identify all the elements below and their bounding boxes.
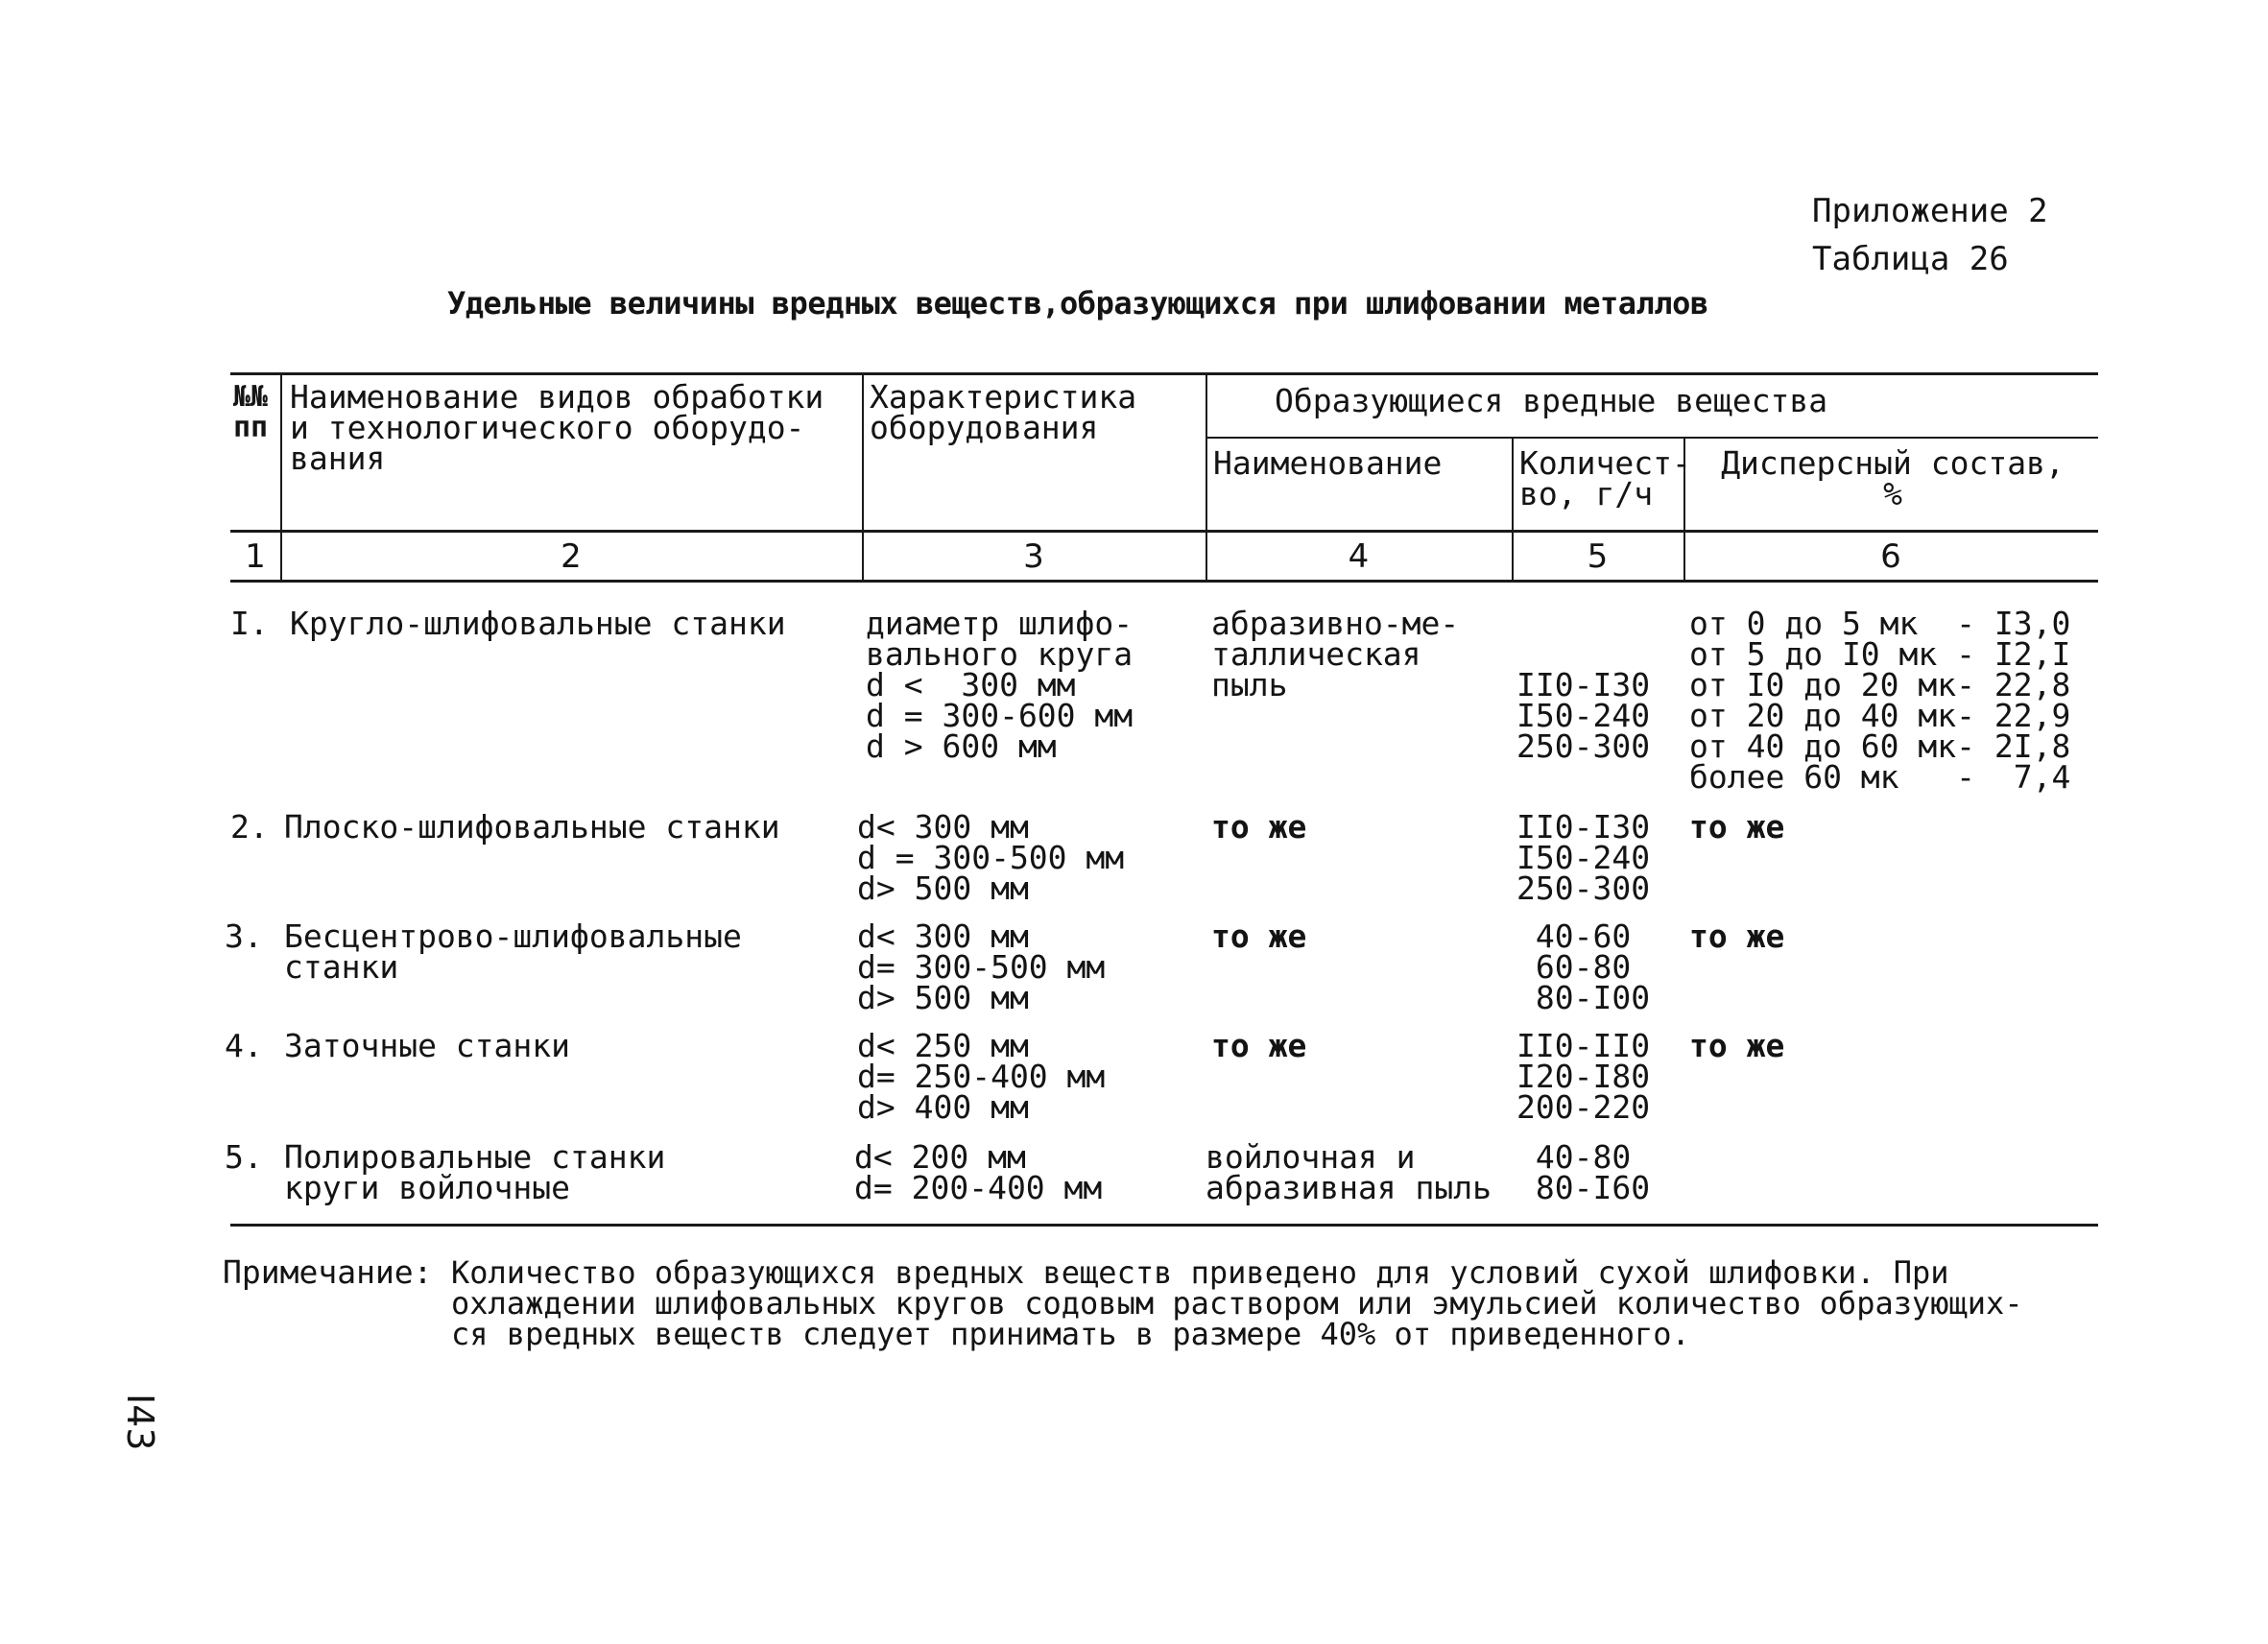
- row-characteristic: d< 200 мм d= 200-400 мм: [854, 1138, 1103, 1206]
- row-characteristic: диаметр шлифо- вального круга d < 300 мм d = 300-600 мм d > 600 мм: [866, 605, 1134, 765]
- header-characteristic: Характеристика оборудования: [870, 378, 1137, 446]
- group-header-rule: [1206, 437, 2098, 439]
- colnum-1: 1: [245, 537, 266, 576]
- appendix-label: Приложение 2: [1812, 192, 2048, 230]
- row-num: I.: [230, 605, 269, 642]
- row-process: Полировальные станки круги войлочные: [284, 1138, 666, 1206]
- row-substance: то же: [1211, 808, 1307, 846]
- header-substance: Наименование: [1213, 444, 1443, 482]
- row-dispersion: то же: [1689, 917, 1785, 955]
- colnum-6: 6: [1880, 537, 1901, 576]
- document-title: Удельные величины вредных веществ,образующихся при шлифовании металлов: [447, 285, 1708, 322]
- header-amount: Количест- во, г/ч: [1519, 444, 1691, 512]
- table-label: Таблица 26: [1812, 240, 2009, 278]
- row-process: Кругло-шлифовальные станки: [290, 605, 786, 642]
- row-dispersion: то же: [1689, 1027, 1785, 1064]
- header-num: №№ пп: [233, 380, 269, 444]
- row-num: 4.: [225, 1027, 263, 1064]
- row-amount: II0-II0 I20-I80 200-220: [1516, 1027, 1651, 1126]
- row-characteristic: d< 250 мм d= 250-400 мм d> 400 мм: [857, 1027, 1106, 1126]
- row-process: Заточные станки: [284, 1027, 571, 1064]
- row-process: Бесцентрово-шлифовальные станки: [284, 917, 742, 986]
- row-amount: II0-I30 I50-240 250-300: [1516, 666, 1651, 765]
- colnum-4: 4: [1348, 537, 1370, 576]
- note-text: Количество образующихся вредных веществ приведено для условий сухой шлифовки. При охлаждении шлифовальных кругов содовым раствором или эмульсией количество образующих- ся вредных веществ следует принимать в размере 40% от приведенного.: [451, 1254, 2023, 1352]
- row-characteristic: d< 300 мм d= 300-500 мм d> 500 мм: [857, 917, 1106, 1016]
- row-substance: то же: [1211, 917, 1307, 955]
- colnum-2: 2: [561, 537, 582, 576]
- row-num: 3.: [225, 917, 263, 955]
- row-substance: войлочная и абразивная пыль: [1206, 1138, 1492, 1206]
- row-num: 2.: [230, 808, 269, 846]
- row-amount: II0-I30 I50-240 250-300: [1516, 808, 1651, 907]
- row-process: Плоско-шлифовальные станки: [284, 808, 780, 846]
- row-amount: 40-60 60-80 80-I00: [1535, 917, 1651, 1016]
- header-bottom-rule: [230, 530, 2098, 533]
- row-amount: 40-80 80-I60: [1535, 1138, 1651, 1206]
- row-dispersion: от 0 до 5 мк - I3,0 от 5 до I0 мк - I2,I от I0 до 20 мк- 22,8 от 20 до 40 мк- 22,9 от 40 до 60 мк- 2I,8 более 60 мк - 7,4: [1689, 605, 2071, 796]
- header-dispersion: Дисперсный состав, %: [1721, 444, 2065, 512]
- colnum-5: 5: [1587, 537, 1609, 576]
- colnum-bottom-rule: [230, 580, 2098, 583]
- page-number: I43: [119, 1394, 161, 1451]
- row-num: 5.: [225, 1138, 263, 1176]
- row-substance: то же: [1211, 1027, 1307, 1064]
- header-process: Наименование видов обработки и технологического оборудо- вания: [290, 378, 824, 477]
- note-label: Примечание:: [223, 1253, 433, 1291]
- row-dispersion: то же: [1689, 808, 1785, 846]
- row-substance: абразивно-ме- таллическая пыль: [1211, 605, 1460, 703]
- colnum-3: 3: [1023, 537, 1044, 576]
- row-characteristic: d< 300 мм d = 300-500 мм d> 500 мм: [857, 808, 1125, 907]
- header-group: Образующиеся вредные вещества: [1275, 382, 1828, 419]
- table-top-rule: [230, 372, 2098, 375]
- table-bottom-rule: [230, 1224, 2098, 1227]
